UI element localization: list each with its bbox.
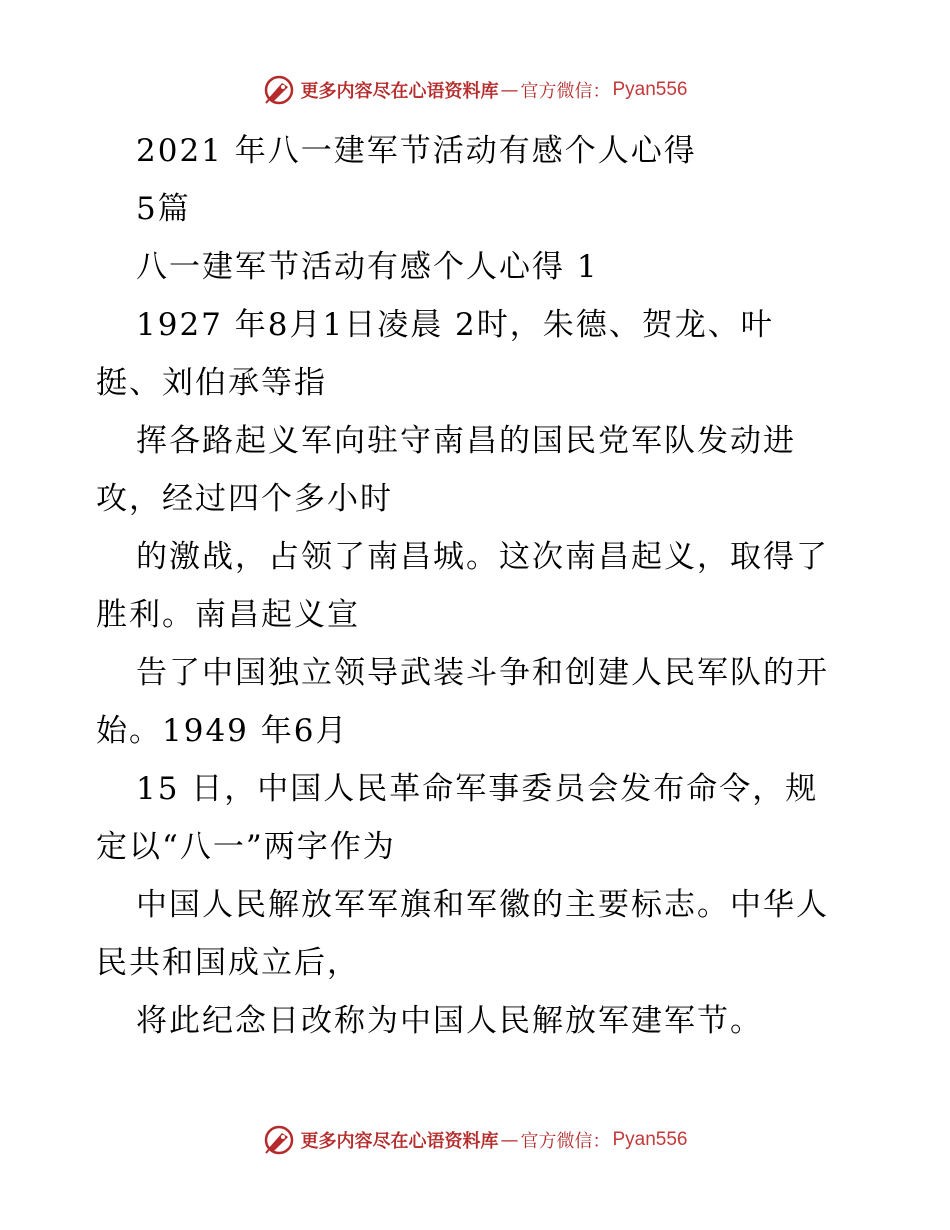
pen-nib-logo-icon [262, 73, 296, 107]
paragraph-line: 1927 年8月1日凌晨 2时，朱德、贺龙、叶 [136, 307, 774, 343]
pen-nib-logo-icon [262, 1123, 296, 1157]
footer-banner [0, 1120, 950, 1160]
document-title-line-2: 5篇 [136, 191, 191, 227]
paragraph-line: 胜利。南昌起义宣 [96, 597, 360, 633]
banner-separator: — [500, 1129, 519, 1151]
paragraph-line: 攻，经过四个多小时 [96, 481, 393, 517]
banner-wechat-id: Pyan556 [612, 79, 688, 100]
paragraph-line: 定以“八一”两字作为 [96, 829, 396, 865]
document-body [96, 122, 866, 1050]
banner-official-label: 官方微信： [520, 1131, 611, 1152]
section-heading: 八一建军节活动有感个人心得 1 [136, 249, 599, 285]
paragraph-line: 的激战，占领了南昌城。这次南昌起义，取得了 [136, 539, 829, 575]
paragraph-line: 始。1949 年6月 [96, 713, 349, 749]
banner-text: 更多内容尽在心语资料库 [300, 81, 499, 102]
paragraph-line: 挥各路起义军向驻守南昌的国民党军队发动进 [136, 423, 796, 459]
document-title-line-1: 2021 年八一建军节活动有感个人心得 [136, 133, 697, 169]
banner-wechat-id: Pyan556 [612, 1129, 688, 1150]
paragraph-line: 民共和国成立后， [96, 945, 360, 981]
paragraph-line: 15 日，中国人民革命军事委员会发布命令，规 [136, 771, 819, 807]
paragraph-line: 中国人民解放军军旗和军徽的主要标志。中华人 [136, 887, 829, 923]
banner-separator: — [500, 79, 519, 101]
banner-text: 更多内容尽在心语资料库 [300, 1131, 499, 1152]
paragraph-line: 告了中国独立领导武装斗争和创建人民军队的开 [136, 655, 829, 691]
paragraph-line: 将此纪念日改称为中国人民解放军建军节。 [136, 1003, 763, 1039]
paragraph-line: 挺、刘伯承等指 [96, 365, 327, 401]
header-banner [0, 70, 950, 110]
banner-official-label: 官方微信： [520, 81, 611, 102]
